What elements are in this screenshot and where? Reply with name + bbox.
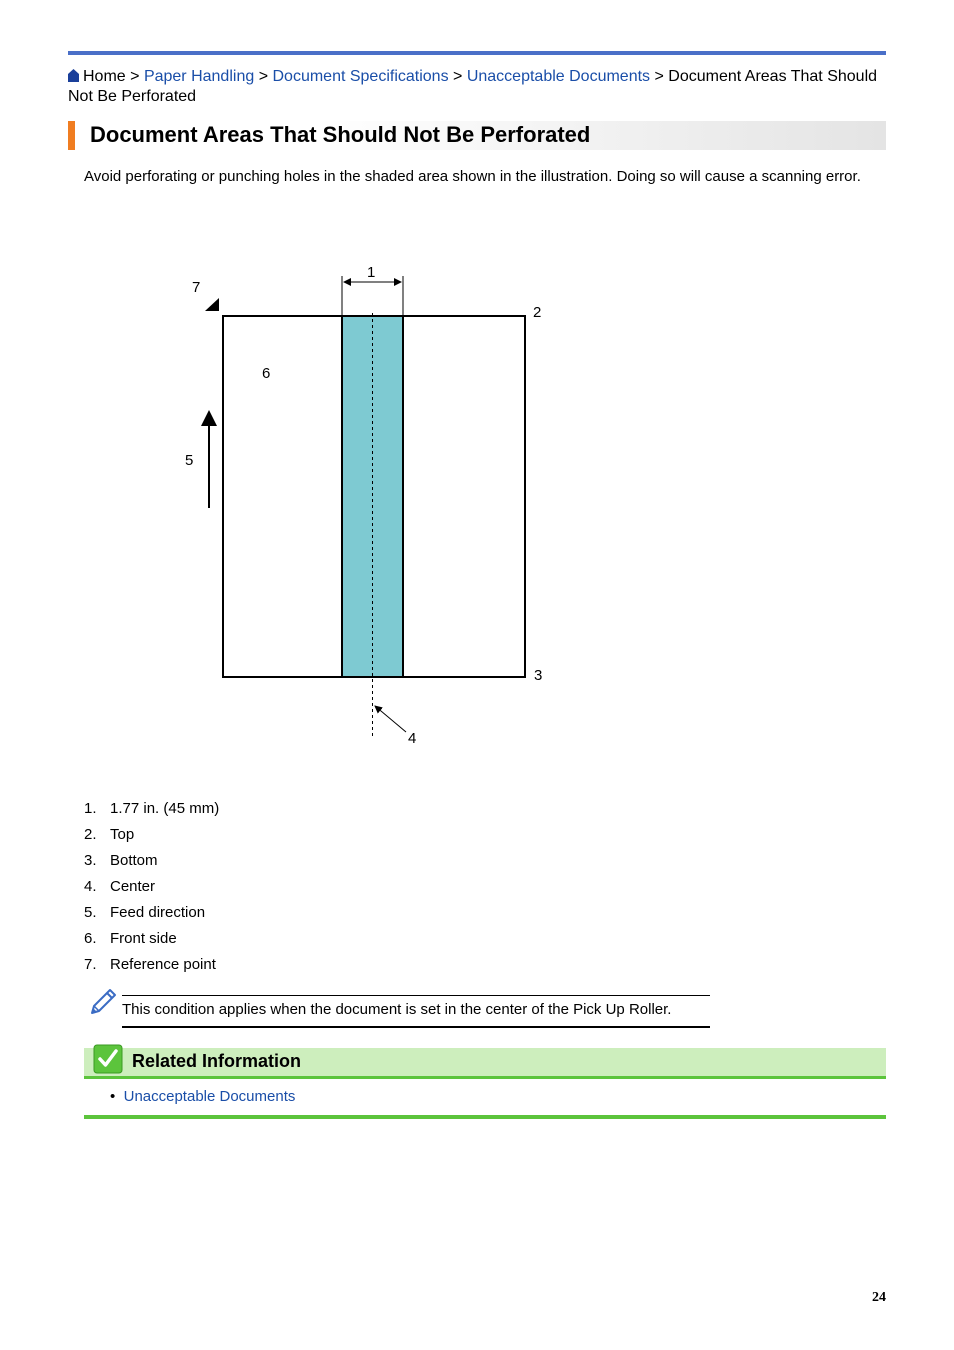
related-information-heading: Related Information [132,1051,302,1071]
reference-point-triangle [205,298,219,311]
legend-list [84,799,219,981]
checkmark-icon [93,1044,123,1074]
related-information-header [84,1048,886,1079]
callout-4: 4 [408,730,417,747]
legend-item: 7. Reference point [84,956,216,973]
bullet: • [110,1088,116,1105]
callout-3: 3 [534,667,543,684]
legend-item: 4. Center [84,878,156,895]
callout-5: 5 [185,452,194,469]
breadcrumb-home[interactable]: Home [83,68,126,85]
legend-item: 3. Bottom [84,852,158,869]
breadcrumb-link-unacceptable-documents[interactable]: Unacceptable Documents [466,68,651,85]
center-leader-line [375,706,406,732]
breadcrumb [68,67,886,107]
callout-1: 1 [367,264,376,281]
breadcrumb-current: Document Areas That Should Not Be Perforated [68,68,878,105]
pencil-icon [86,987,118,1019]
callout-7: 7 [192,279,201,296]
breadcrumb-separator: > [654,68,664,85]
legend-item: 1. 1.77 in. (45 mm) [84,800,220,817]
legend-item: 5. Feed direction [84,904,206,921]
page-title-bar [68,121,886,150]
related-bottom-rule [84,1115,886,1119]
legend-item: 2. Top [84,826,135,843]
related-links [110,1087,295,1107]
breadcrumb-separator: > [258,68,269,85]
home-icon[interactable] [68,69,79,82]
top-rule [68,51,886,55]
page-title: Document Areas That Should Not Be Perforated [90,122,591,147]
page-number: 24 [872,1290,886,1305]
note-text: This condition applies when the document is set in the center of the Pick Up Roller. [122,995,710,1028]
related-link-unacceptable-documents[interactable]: Unacceptable Documents [123,1088,296,1105]
perforation-diagram [170,255,570,755]
breadcrumb-link-document-specifications[interactable]: Document Specifications [272,68,449,85]
callout-6: 6 [262,365,271,382]
legend-item: 6. Front side [84,930,177,947]
breadcrumb-separator: > [130,68,140,85]
shaded-area [342,316,403,677]
breadcrumb-separator: > [453,68,463,85]
title-accent-bar [68,121,75,150]
breadcrumb-link-paper-handling[interactable]: Paper Handling [143,68,255,85]
callout-2: 2 [533,304,542,321]
intro-text: Avoid perforating or punching holes in the shaded area shown in the illustration. Doing so will cause a scanning error. [84,168,861,185]
